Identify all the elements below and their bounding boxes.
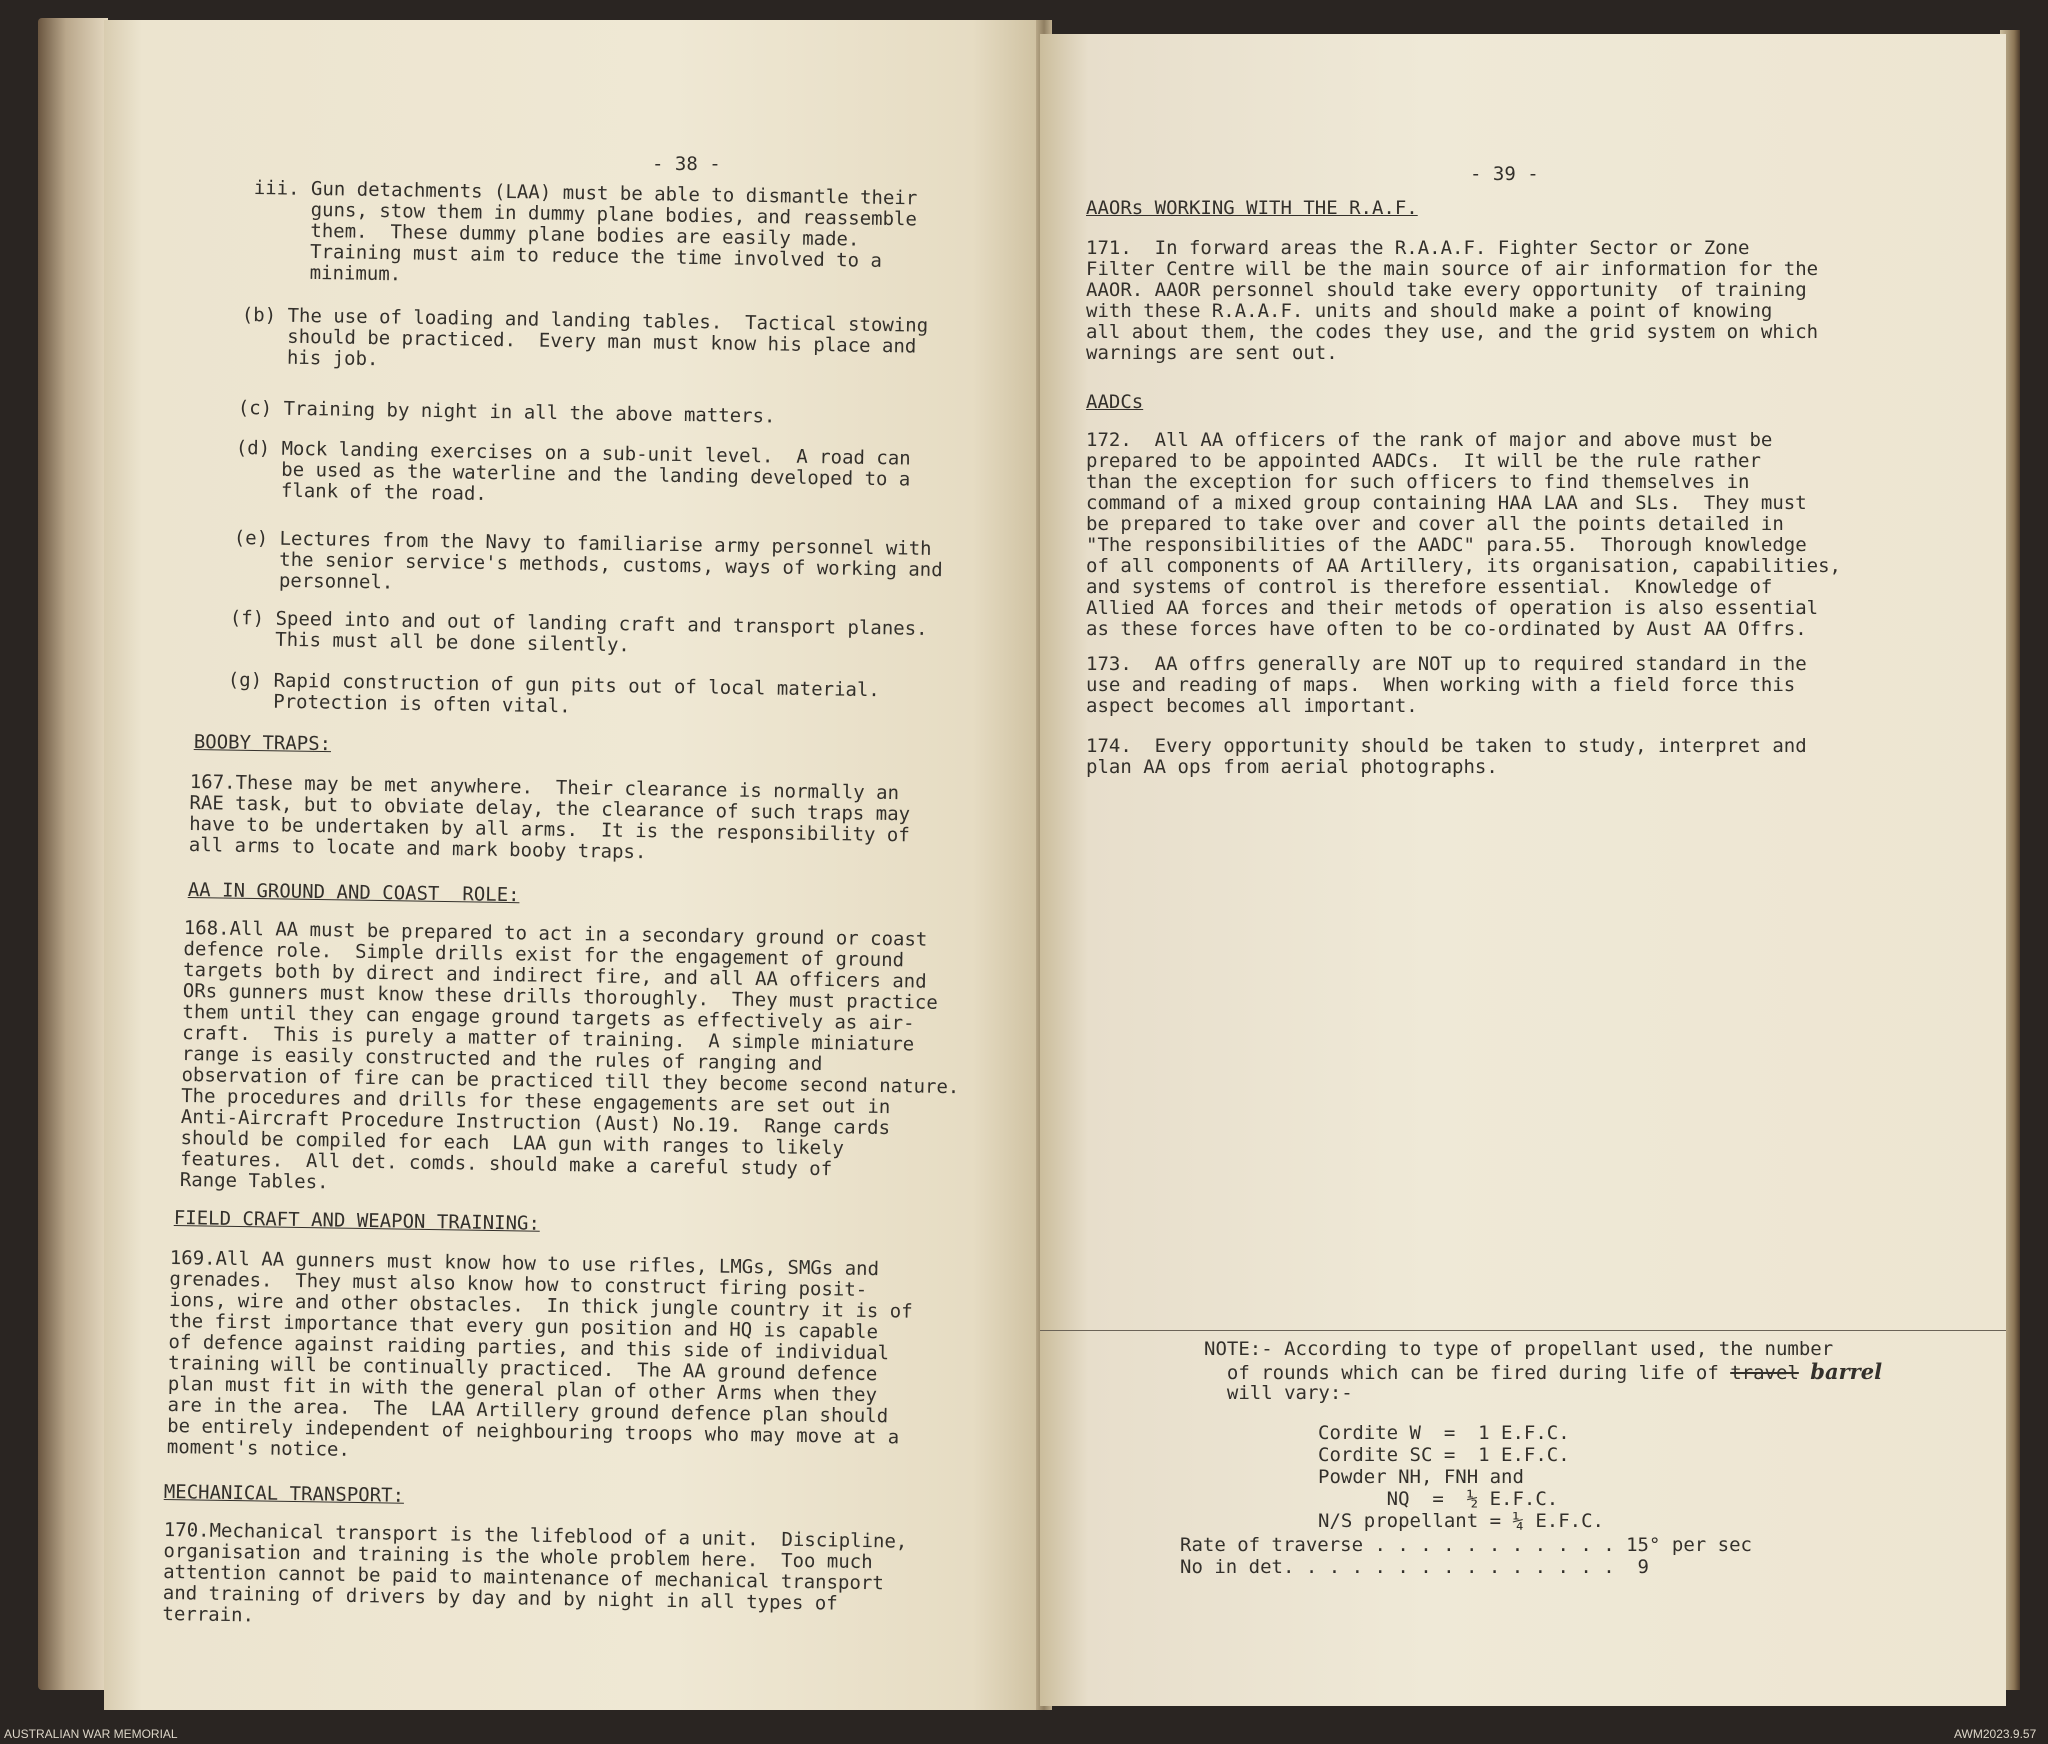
heading-aadcs: AADCs <box>1086 391 1144 413</box>
item-d: (d) Mock landing exercises on a sub-unit level. A road can be used as the waterline and the landing developed to a flank of the road. <box>235 437 911 505</box>
note-line-3: will vary:- <box>1204 1382 1353 1404</box>
propellant-note <box>1040 1330 2006 1578</box>
item-b: (b) The use of loading and landing tables. Tactical stowing should be practiced. Every man must know his place and his job. <box>241 304 929 371</box>
item-e: (e) Lectures from the Navy to familiarise army personnel with the senior service's methods, customs, ways of working and personnel. <box>233 527 943 594</box>
paragraph-170: 170.Mechanical transport is the lifeblood of a unit. Discipline, organisation and training is the whole problem here. Too much attention cannot be paid to maintenance of mechanical transport and training of drivers by day and by night in all types of terrain. <box>162 1519 908 1627</box>
struck-word-travel: travel <box>1730 1362 1799 1384</box>
item-iii: iii. Gun detachments (LAA) must be able to dismantle their guns, stow them in dummy plane bodies, and reassemble them. These dummy plane bodies are easily made. Training must aim to reduce the time involved to a minimum. <box>252 177 918 286</box>
left-page <box>104 20 1048 1710</box>
nq-line: NQ = ½ E.F.C. <box>1318 1488 1559 1510</box>
right-page <box>1040 34 2006 1706</box>
item-f: (f) Speed into and out of landing craft and transport planes. This must all be done silently. <box>229 607 928 657</box>
book-cover-left <box>38 18 108 1690</box>
heading-aa-ground-coast: AA IN GROUND AND COAST ROLE: <box>187 879 520 907</box>
powder-nh: Powder NH, FNH and <box>1318 1466 1524 1488</box>
footer-accession-right: AWM2023.9.57 <box>1954 1727 2037 1741</box>
ns-propellant: N/S propellant = ¼ E.F.C. <box>1318 1510 1604 1532</box>
no-in-det: No in det. . . . . . . . . . . . . . . 9 <box>1180 1556 1649 1578</box>
paragraph-174: 174. Every opportunity should be taken to study, interpret and plan AA ops from aerial photographs. <box>1086 735 1807 778</box>
handwritten-barrel: barrel <box>1810 1359 1883 1384</box>
paragraph-173: 173. AA offrs generally are NOT up to required standard in the use and reading of maps. When working with a field force this aspect becomes all important. <box>1086 653 1807 717</box>
paragraph-168: 168.All AA must be prepared to act in a secondary ground or coast defence role. Simple drills exist for the engagement of ground targets both by direct and indirect fire, and all AA officers and ORs gunners must know these drills thoroughly. They must practice them until they can engage ground targets as effectively as air- craft. This is purely a matter of training. A simple miniature range is easily constructed and the rules of ranging and observation of fire can be practiced till they become second nature. The procedures and drills for these engagements are set out in Anti-Aircraft Procedure Instruction (Aust) No.19. Range cards should be compiled for each LAA gun with ranges to likely features. All det. comds. should make a careful study of Range Tables. <box>179 917 960 1194</box>
heading-aaors-raf: AAORs WORKING WITH THE R.A.F. <box>1086 197 1418 219</box>
note-line-2-text: of rounds which can be fired during life of <box>1204 1362 1731 1384</box>
paragraph-171: 171. In forward areas the R.A.A.F. Fighter Sector or Zone Filter Centre will be the main source of air information for the AAOR. AAOR personnel should take every opportunity of training with these R.A.A.F. units and should make a point of knowing all about them, the codes they use, and the grid system on which warnings are sent out. <box>1086 237 1819 364</box>
heading-booby-traps: BOOBY TRAPS: <box>193 731 332 756</box>
page-number-38: - 38 - <box>652 153 721 175</box>
page-number-39: - 39 - <box>1470 163 1539 185</box>
heading-mechanical-transport: MECHANICAL TRANSPORT: <box>163 1481 405 1507</box>
cordite-sc: Cordite SC = 1 E.F.C. <box>1318 1444 1570 1466</box>
note-line-1: NOTE:- According to type of propellant used, the number <box>1204 1338 1834 1360</box>
paragraph-169: 169.All AA gunners must know how to use rifles, LMGs, SMGs and grenades. They must also know how to construct firing posit- ions, wire and other obstacles. In thick jungle country it is of the first importance that every gun position and HQ is capable of defence against raiding parties, and this side of individual training will be continually practiced. The AA ground defence plan must fit in with the general plan of other Arms when they are in the area. The LAA Artillery ground defence plan should be entirely independent of neighbouring troops who may move at a moment's notice. <box>166 1247 913 1461</box>
footer-source-left: AUSTRALIAN WAR MEMORIAL <box>4 1727 178 1741</box>
paragraph-172: 172. All AA officers of the rank of major and above must be prepared to be appointed AADCs. It will be the rule rather than the exception for such officers to find themselves in command of a mixed group containing HAA LAA and SLs. They must be prepared to take over and cover all the points detailed in "The responsibilities of the AADC" para.55. Thorough knowledge of all components of AA Artillery, its organisation, capabilities, and systems of control is therefore essential. Knowledge of Allied AA forces and their metods of operation is also essential as these forces have often to be co-ordinated by Aust AA Offrs. <box>1086 429 1841 640</box>
item-c: (c) Training by night in all the above matters. <box>237 397 776 428</box>
item-g: (g) Rapid construction of gun pits out of local material. Protection is often vital. <box>227 669 880 718</box>
cordite-w: Cordite W = 1 E.F.C. <box>1318 1422 1570 1444</box>
rate-of-traverse: Rate of traverse . . . . . . . . . . . 15° per sec <box>1180 1534 1752 1556</box>
note-line-2 <box>1204 1361 1882 1384</box>
paragraph-167: 167.These may be met anywhere. Their clearance is normally an RAE task, but to obviate delay, the clearance of such traps may have to be undertaken by all arms. It is the responsibility of all arms to locate and mark booby traps. <box>188 771 911 864</box>
heading-field-craft: FIELD CRAFT AND WEAPON TRAINING: <box>173 1207 541 1235</box>
